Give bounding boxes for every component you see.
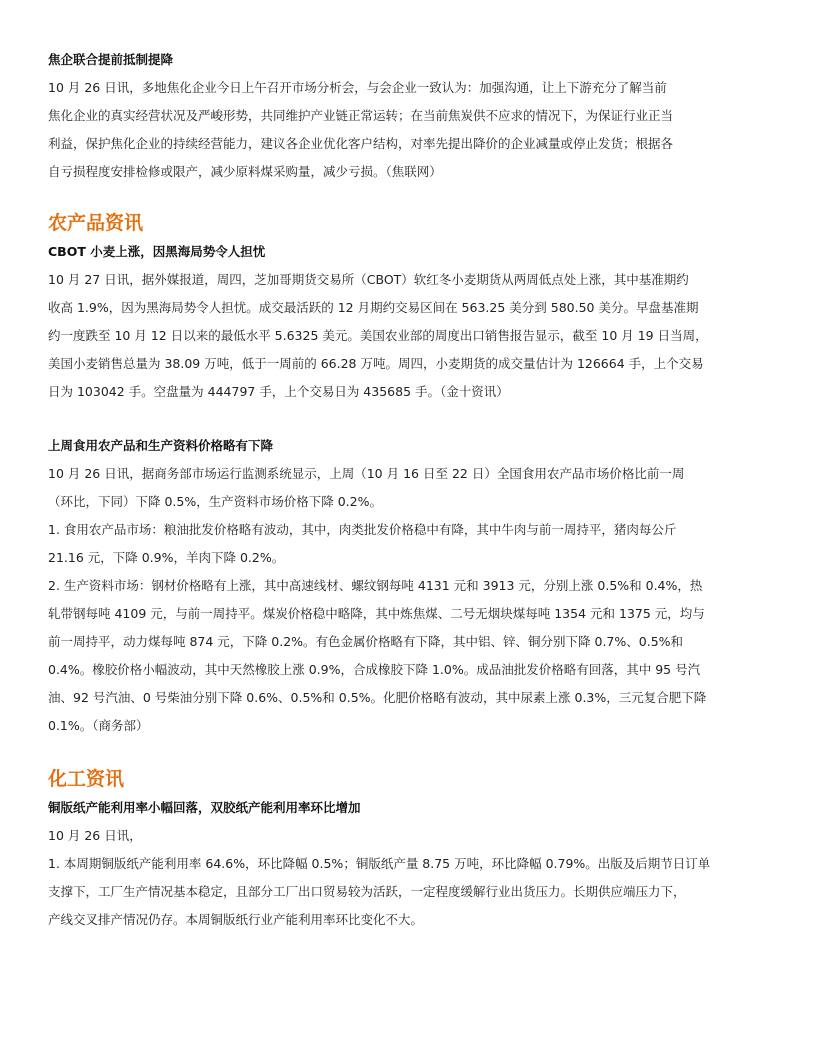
article-title: 焦企联合提前抵制提降	[48, 52, 174, 67]
section-chemical	[48, 766, 770, 934]
text-line: 约一度跌至 10 月 12 日以来的最低水平 5.6325 美元。美国农业部的周度出口销售报告显示，截至 10 月 19 日当周，	[48, 328, 708, 343]
text-line: 利益，保护焦化企业的持续经营能力，建议各企业优化客户结构，对率先提出降价的企业减量或停止发货；根据各	[48, 136, 674, 151]
article-cbot-wheat	[48, 242, 770, 406]
text-line: 10 月 26 日讯，据商务部市场运行监测系统显示，上周（10 月 16 日至 22 日）全国食用农产品市场价格比前一周	[48, 466, 685, 481]
text-line: 油、92 号汽油、0 号柴油分别下降 0.6%、0.5%和 0.5%。化肥价格略有波动，其中尿素上涨 0.3%，三元复合肥下降	[48, 690, 707, 705]
article-body	[48, 266, 770, 406]
text-line: 日为 103042 手。空盘量为 444797 手，上个交易日为 435685 手。（金十资讯）	[48, 384, 509, 399]
section-heading: 化工资讯	[48, 768, 125, 790]
text-line: 2. 生产资料市场：钢材价格略有上涨，其中高速线材、螺纹钢每吨 4131 元和 3913 元，分别上涨 0.5%和 0.4%，热	[48, 578, 703, 593]
text-line: 21.16 元，下降 0.9%，羊肉下降 0.2%。	[48, 550, 285, 565]
article-body	[48, 822, 770, 934]
text-line: （环比，下同）下降 0.5%，生产资料市场价格下降 0.2%。	[48, 494, 382, 509]
article-title: CBOT 小麦上涨，因黑海局势令人担忧	[48, 244, 266, 259]
article-title: 铜版纸产能利用率小幅回落，双胶纸产能利用率环比增加	[48, 800, 361, 815]
text-line: 收高 1.9%，因为黑海局势令人担忧。成交最活跃的 12 月期约交易区间在 563.25 美分到 580.50 美分。早盘基准期	[48, 300, 699, 315]
text-line: 0.4%。橡胶价格小幅波动，其中天然橡胶上涨 0.9%，合成橡胶下降 1.0%。成品油批发价格略有回落，其中 95 号汽	[48, 662, 701, 677]
text-line: 0.1%。（商务部）	[48, 718, 149, 733]
article-body	[48, 74, 770, 186]
article-body	[48, 460, 770, 740]
text-line: 焦化企业的真实经营状况及严峻形势，共同维护产业链正常运转；在当前焦炭供不应求的情况下，为保证行业正当	[48, 108, 674, 123]
text-line: 产线交叉排产情况仍存。本周铜版纸行业产能利用率环比变化不大。	[48, 912, 424, 927]
text-line: 1. 食用农产品市场：粮油批发价格略有波动，其中，肉类批发价格稳中有降，其中牛肉与前一周持平，猪肉每公斤	[48, 522, 677, 537]
section-agriculture	[48, 210, 770, 740]
article-title: 上周食用农产品和生产资料价格略有下降	[48, 438, 274, 453]
document-page	[48, 50, 770, 934]
text-line: 支撑下，工厂生产情况基本稳定，且部分工厂出口贸易较为活跃，一定程度缓解行业出货压力。长期供应端压力下，	[48, 884, 686, 899]
text-line: 前一周持平，动力煤每吨 874 元，下降 0.2%。有色金属价格略有下降，其中铝、锌、铜分别下降 0.7%、0.5%和	[48, 634, 684, 649]
article-farm-prices	[48, 436, 770, 740]
text-line: 1. 本周期铜版纸产能利用率 64.6%，环比降幅 0.5%；铜版纸产量 8.75 万吨，环比降幅 0.79%。出版及后期节日订单	[48, 856, 711, 871]
text-line: 10 月 26 日讯，多地焦化企业今日上午召开市场分析会，与会企业一致认为：加强沟通，让上下游充分了解当前	[48, 80, 667, 95]
section-heading: 农产品资讯	[48, 212, 144, 234]
article-coated-paper	[48, 798, 770, 934]
text-line: 10 月 26 日讯，	[48, 828, 142, 843]
text-line: 美国小麦销售总量为 38.09 万吨，低于一周前的 66.28 万吨。周四，小麦期货的成交量估计为 126664 手，上个交易	[48, 356, 704, 371]
text-line: 10 月 27 日讯，据外媒报道，周四，芝加哥期货交易所（CBOT）软红冬小麦期货从两周低点处上涨，其中基准期约	[48, 272, 689, 287]
text-line: 轧带钢每吨 4109 元，与前一周持平。煤炭价格稳中略降，其中炼焦煤、二号无烟块煤每吨 1354 元和 1375 元，均与	[48, 606, 705, 621]
text-line: 自亏损程度安排检修或限产，减少原料煤采购量，减少亏损。（焦联网）	[48, 164, 442, 179]
article-coke-industry	[48, 50, 770, 186]
